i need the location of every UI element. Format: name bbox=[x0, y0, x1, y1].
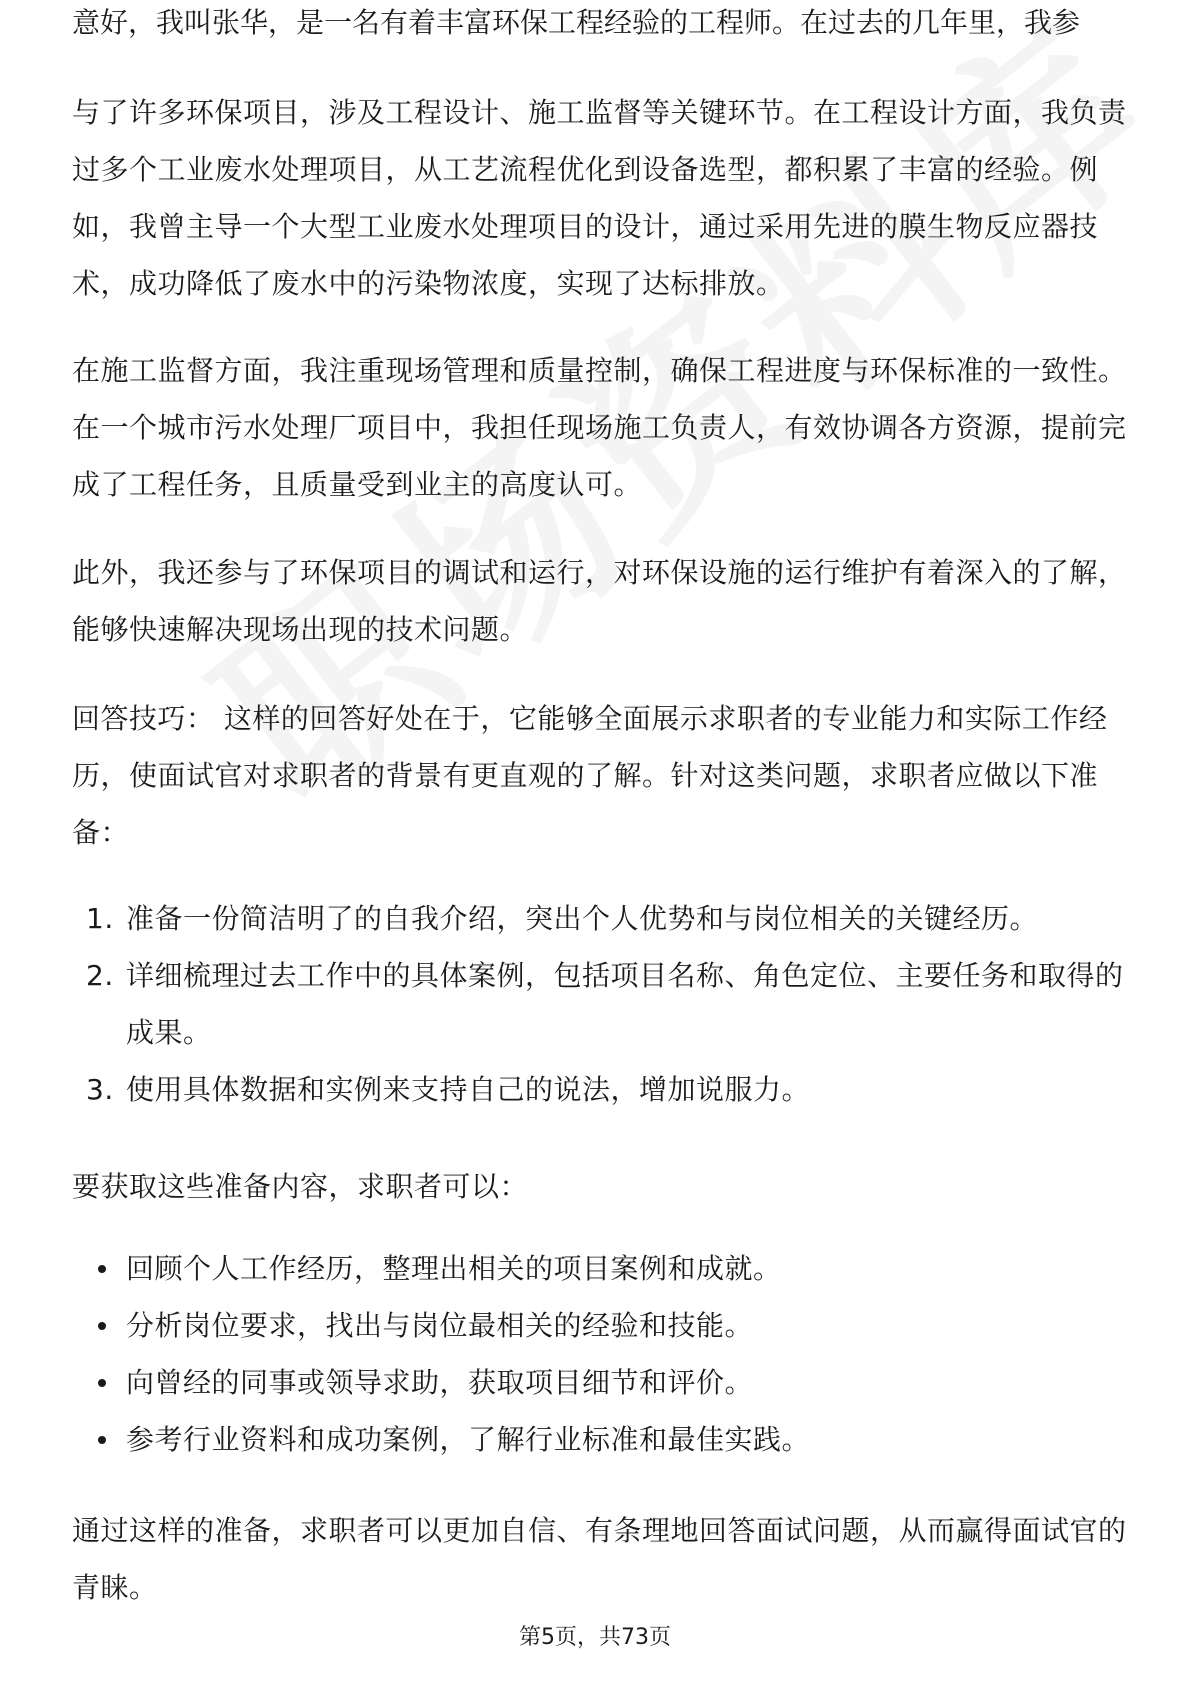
paragraph-commissioning: 此外，我还参与了环保项目的调试和运行，对环保设施的运行维护有着深入的了解，能够快速解决现场出现的技术问题。 bbox=[72, 556, 1127, 646]
bullet-icon bbox=[98, 1265, 106, 1273]
list-item-text: 分析岗位要求，找出与岗位最相关的经验和技能。 bbox=[126, 1309, 754, 1342]
paragraph-design-experience: 与了许多环保项目，涉及工程设计、施工监督等关键环节。在工程设计方面，我负责过多个工业废水处理项目，从工艺流程优化到设备选型，都积累了丰富的经验。例如，我曾主导一个大型工业废水处理项目的设计，通过采用先进的膜生物反应器技术，成功降低了废水中的污染物浓度，实现了达标排放。 bbox=[72, 96, 1127, 300]
page-number-footer: 第5页，共73页 bbox=[519, 1625, 671, 1650]
list-item-text: 详细梳理过去工作中的具体案例，包括项目名称、角色定位、主要任务和取得的成果。 bbox=[126, 959, 1124, 1049]
list-number: 3. bbox=[86, 1073, 114, 1106]
cut-off-line-text: 意好，我叫张华，是一名有着丰富环保工程经验的工程师。在过去的几年里，我参 bbox=[72, 6, 1081, 39]
list-item bbox=[72, 947, 1128, 1061]
list-item bbox=[72, 1240, 1128, 1297]
list-item bbox=[72, 1411, 1128, 1468]
paragraph-how-to-obtain: 要获取这些准备内容，求职者可以： bbox=[72, 1170, 529, 1203]
bullet-icon bbox=[98, 1322, 106, 1330]
paragraph-conclusion: 通过这样的准备，求职者可以更加自信、有条理地回答面试问题，从而赢得面试官的青睐。 bbox=[72, 1514, 1127, 1604]
list-item-text: 向曾经的同事或领导求助，获取项目细节和评价。 bbox=[126, 1366, 754, 1399]
list-item bbox=[72, 890, 1128, 947]
list-item bbox=[72, 1061, 1128, 1118]
bullet-icon bbox=[98, 1379, 106, 1387]
list-item bbox=[72, 1297, 1128, 1354]
list-item-text: 使用具体数据和实例来支持自己的说法，增加说服力。 bbox=[126, 1073, 811, 1106]
list-item-text: 回顾个人工作经历，整理出相关的项目案例和成就。 bbox=[126, 1252, 782, 1285]
list-item bbox=[72, 1354, 1128, 1411]
list-number: 1. bbox=[86, 902, 114, 935]
list-item-text: 参考行业资料和成功案例，了解行业标准和最佳实践。 bbox=[126, 1423, 811, 1456]
list-item-text: 准备一份简洁明了的自我介绍，突出个人优势和与岗位相关的关键经历。 bbox=[126, 902, 1039, 935]
cut-off-line bbox=[72, 6, 1128, 56]
ordered-list bbox=[72, 890, 1128, 1118]
bullet-list bbox=[72, 1240, 1128, 1468]
list-number: 2. bbox=[86, 959, 114, 992]
bullet-icon bbox=[98, 1436, 106, 1444]
paragraph-construction-supervision: 在施工监督方面，我注重现场管理和质量控制，确保工程进度与环保标准的一致性。在一个城市污水处理厂项目中，我担任现场施工负责人，有效协调各方资源，提前完成了工程任务，且质量受到业主的高度认可。 bbox=[72, 354, 1127, 501]
paragraph-answer-tips: 回答技巧： 这样的回答好处在于，它能够全面展示求职者的专业能力和实际工作经历，使面试官对求职者的背景有更直观的了解。针对这类问题，求职者应做以下准备： bbox=[72, 702, 1108, 849]
